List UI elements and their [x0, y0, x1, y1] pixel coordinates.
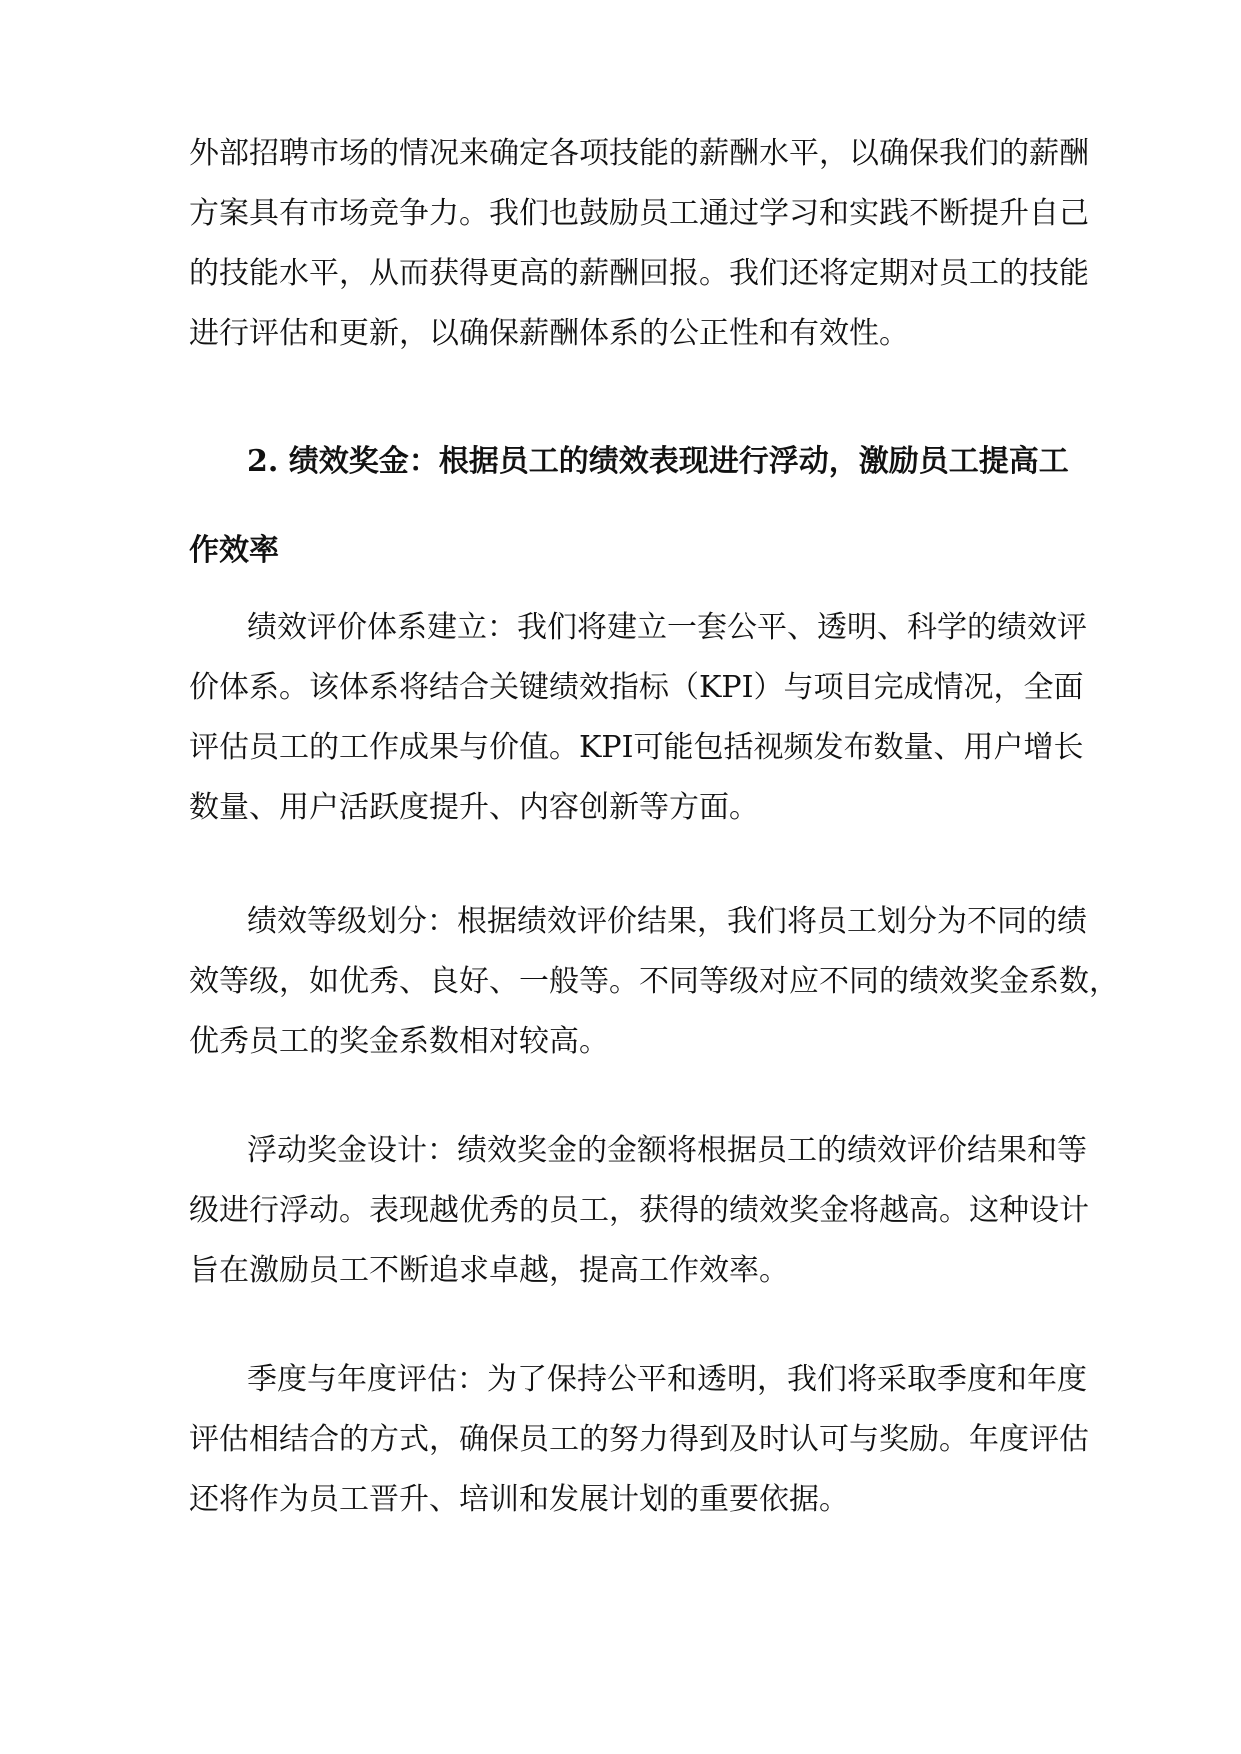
paragraph-quarterly-annual-review: [189, 1350, 1089, 1530]
paragraph-line: 价体系。该体系将结合关键绩效指标（KPI）与项目完成情况，全面: [189, 670, 1084, 705]
paragraph-floating-bonus: [189, 1121, 1089, 1301]
paragraph-line: 旨在激励员工不断追求卓越，提高工作效率。: [189, 1253, 789, 1288]
paragraph-line: 的技能水平，从而获得更高的薪酬回报。我们还将定期对员工的技能: [189, 256, 1089, 291]
paragraph-line: 还将作为员工晋升、培训和发展计划的重要依据。: [189, 1482, 849, 1517]
paragraph-line: 季度与年度评估：为了保持公平和透明，我们将采取季度和年度: [247, 1362, 1087, 1397]
paragraph-line: 评估相结合的方式，确保员工的努力得到及时认可与奖励。年度评估: [189, 1422, 1089, 1457]
section-heading-performance-bonus: [189, 417, 1069, 595]
paragraph-line: 绩效等级划分：根据绩效评价结果，我们将员工划分为不同的绩: [247, 904, 1087, 939]
paragraph-line: 评估员工的工作成果与价值。KPI可能包括视频发布数量、用户增长: [189, 730, 1084, 765]
paragraph-line: 浮动奖金设计：绩效奖金的金额将根据员工的绩效评价结果和等: [247, 1133, 1087, 1168]
paragraph-line: 方案具有市场竞争力。我们也鼓励员工通过学习和实践不断提升自己: [189, 196, 1089, 231]
paragraph-line: 绩效评价体系建立：我们将建立一套公平、透明、科学的绩效评: [247, 610, 1087, 645]
paragraph-line: 数量、用户活跃度提升、内容创新等方面。: [189, 790, 759, 825]
heading-line: 2. 绩效奖金：根据员工的绩效表现进行浮动，激励员工提高工: [247, 444, 1069, 479]
paragraph-grade-division: [189, 892, 1119, 1072]
paragraph-line: 外部招聘市场的情况来确定各项技能的薪酬水平，以确保我们的薪酬: [189, 136, 1089, 171]
paragraph-line: 级进行浮动。表现越优秀的员工，获得的绩效奖金将越高。这种设计: [189, 1193, 1089, 1228]
paragraph-evaluation-system: [189, 598, 1087, 838]
paragraph-line: 效等级，如优秀、良好、一般等。不同等级对应不同的绩效奖金系数，: [189, 964, 1119, 999]
paragraph-line: 进行评估和更新，以确保薪酬体系的公正性和有效性。: [189, 316, 909, 351]
paragraph-skill-pay-continued: [189, 124, 1089, 364]
heading-line: 作效率: [189, 533, 279, 568]
paragraph-line: 优秀员工的奖金系数相对较高。: [189, 1024, 609, 1059]
